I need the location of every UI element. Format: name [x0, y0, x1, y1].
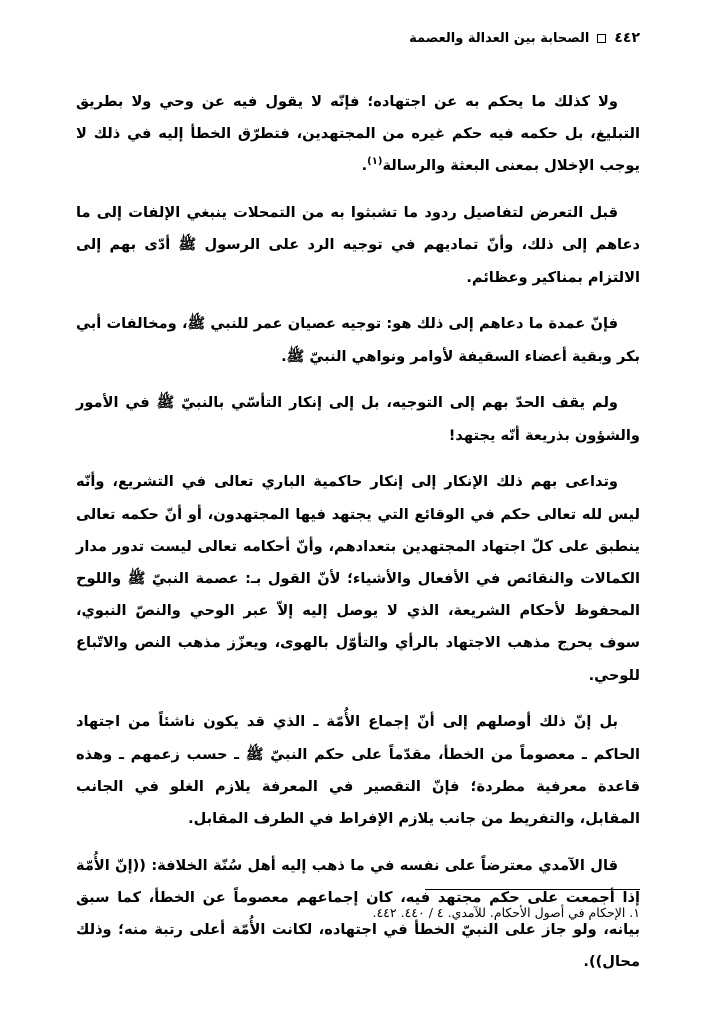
square-ornament-icon	[597, 34, 606, 43]
page-header	[76, 26, 640, 50]
paragraph: فإنّ عمدة ما دعاهم إلى ذلك هو: توجيه عصيان عمر للنبي ﷺ، ومخالفات أبي بكر وبقية أعضاء السقيفة لأوامر ونواهي النبيّ ﷺ.	[76, 315, 640, 365]
main-text	[76, 86, 640, 993]
paragraph: ولا كذلك ما يحكم به عن اجتهاده؛ فإنّه لا يقول فيه عن وحي ولا بطريق التبليغ، بل حكمه فيه حكم غيره من المجتهدين، فتطرّق الخطأ إليه في ذلك لا يوجب الإخلال بمعنى البعثة والرسالة$^{(١)}$.	[76, 93, 640, 175]
paragraph-text: ولا كذلك ما يحكم به عن اجتهاده؛ فإنّه لا يقول فيه عن وحي ولا بطريق التبليغ، بل حكمه فيه حكم غيره من المجتهدين، فتطرّق الخطأ إليه في ذلك لا يوجب الإخلال بمعنى البعثة والرسالة	[76, 93, 640, 175]
paragraph: بل إنّ ذلك أوصلهم إلى أنّ إجماع الأُمّة ـ الذي قد يكون ناشئاً من اجتهاد الحاكم ـ معصوماً من الخطأ، مقدّماً على حكم النبيّ ﷺ ـ حسب زعمهم ـ وهذه قاعدة معرفية مطردة؛ فإنّ التقصير في المعرفة يلازم الغلو في الجانب المقابل، والتفريط من جانب يلازم الإفراط في الطرف المقابل.	[76, 713, 640, 828]
page-number: ٤٤٢	[614, 30, 640, 46]
footnote-divider	[425, 889, 640, 890]
paragraph: وتداعى بهم ذلك الإنكار إلى إنكار حاكمية الباري تعالى في التشريع، وأنّه ليس لله تعالى حكم في الوقائع التي يجتهد فيها المجتهدون، أو أنّ حكمه تعالى ينطبق على كلّ اجتهاد المجتهدين بتعدادهم، وأنّ أحكامه تعالى ليست تدور مدار الكمالات والنقائص في الأفعال والأشياء؛ لأنّ القول بـ: عصمة النبيّ ﷺ واللوح المحفوظ لأحكام الشريعة، الذي لا يوصل إليه إلاّ عبر الوحي والنصّ النبوي، سوف يحرج مذهب الاجتهاد بالرأي والتأوّل بالهوى، ويعزّز مذهب النص والاتّباع للوحي.	[76, 473, 640, 684]
paragraph: قبل التعرض لتفاصيل ردود ما تشبثوا به من التمحلات ينبغي الإلفات إلى ما دعاهم إلى ذلك، وأنّ تماديهم في توجيه الرد على الرسول ﷺ أدّى بهم إلى الالتزام بمناكير وعظائم.	[76, 204, 640, 286]
footnote: ١. الإحكام في أصول الأحكام. للآمدي. ٤ / ٤٤٠. ٤٤٢.	[372, 905, 640, 920]
footnote-reference: (١)	[367, 156, 383, 168]
paragraph: ولم يقف الحدّ بهم إلى التوجيه، بل إلى إنكار التأسّي بالنبيّ ﷺ في الأمور والشؤون بذريعة أنّه يجتهد!	[76, 394, 640, 444]
running-title: الصحابة بين العدالة والعصمة	[409, 30, 590, 46]
paragraph: قال الآمدي معترضاً على نفسه في ما ذهب إليه أهل سُنّة الخلافة: ((إنّ الأُمّة إذا أجمعت على حكم مجتهد فيه، كان إجماعهم معصوماً عن الخطأ، كما سبق بيانه، ولو جاز على النبيّ الخطأ في اجتهاده، لكانت الأُمّة أعلى رتبة منه؛ وذلك محال)).	[76, 856, 640, 971]
